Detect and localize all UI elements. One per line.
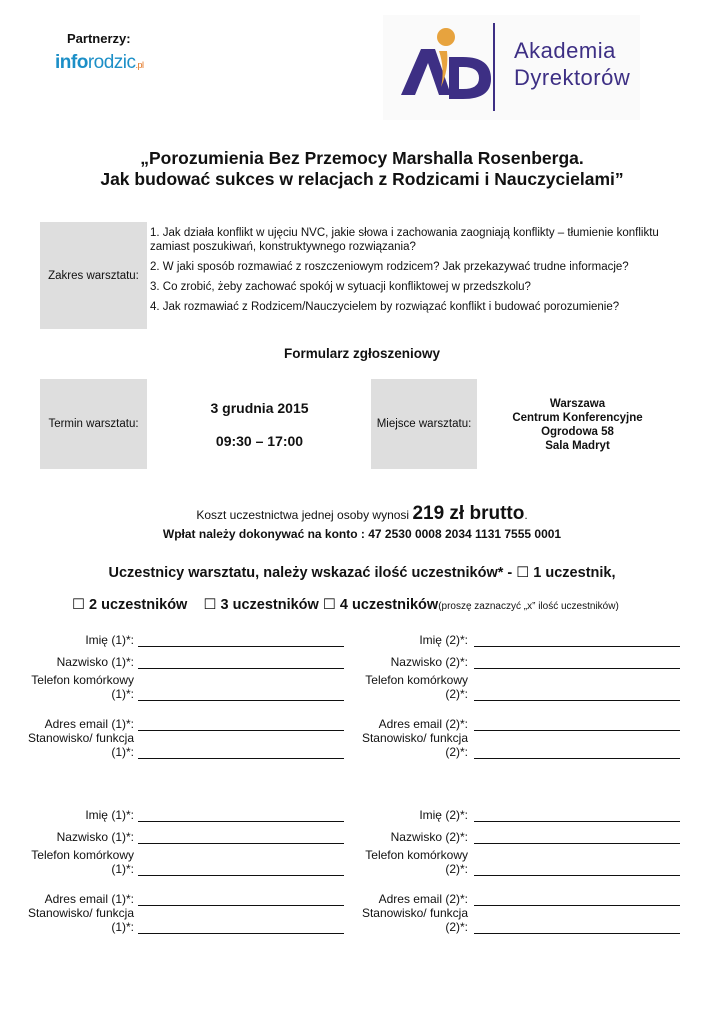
logo-divider — [493, 23, 495, 111]
field-label: Stanowisko/ funkcja (2)*: — [361, 731, 468, 759]
field-label: Imię (2)*: — [419, 808, 468, 822]
field-label: Imię (2)*: — [419, 633, 468, 647]
venue-label: Miejsce warsztatu: — [371, 379, 477, 469]
cost-after: . — [524, 508, 528, 522]
cost-line — [0, 503, 724, 525]
scope-item: 3. Co zrobić, żeby zachować spokój w sytuacji konfliktowej w przedszkolu? — [150, 281, 531, 293]
venue-room: Sala Madryt — [545, 440, 610, 452]
field-label: Stanowisko/ funkcja (1)*: — [27, 906, 134, 934]
venue-name: Centrum Konferencyjne — [512, 412, 643, 424]
org-name-line1: Akademia — [514, 38, 616, 63]
title-line2: Jak budować sukces w relacjach z Rodzicami i Nauczycielami” — [100, 169, 624, 189]
checkbox-1[interactable]: ☐ — [516, 565, 530, 581]
field-label: Adres email (2)*: — [378, 892, 468, 906]
field-label: Telefon komórkowy (1)*: — [31, 673, 134, 701]
participant-field-row — [0, 825, 724, 845]
org-logo — [383, 15, 640, 120]
participant-field-row — [0, 877, 724, 907]
partner-logo-suffix: .pl — [135, 60, 144, 70]
field-label: Imię (1)*: — [85, 808, 134, 822]
ad-monogram-icon — [391, 17, 491, 117]
partner-logo-part2: rodzic — [87, 52, 136, 73]
venue-address — [490, 397, 665, 453]
workshop-date: 3 grudnia 2015 — [210, 400, 309, 416]
scope-list — [150, 226, 670, 320]
field-input-line[interactable] — [474, 821, 680, 822]
checkbox-4[interactable]: ☐ — [322, 597, 336, 613]
participants-options — [72, 597, 619, 613]
participant-field-row — [0, 730, 724, 760]
field-label: Telefon komórkowy (2)*: — [365, 848, 468, 876]
scope-item: 4. Jak rozmawiać z Rodzicem/Nauczycielem by rozwiązać konflikt i budować porozumienie? — [150, 301, 620, 313]
venue-street: Ogrodowa 58 — [541, 426, 614, 438]
participant-field-row — [0, 628, 724, 648]
partners-label: Partnerzy: — [67, 31, 131, 46]
field-input-line[interactable] — [474, 700, 680, 701]
partner-logo — [55, 52, 144, 74]
field-label: Telefon komórkowy (2)*: — [365, 673, 468, 701]
scope-item: 2. W jaki sposób rozmawiać z roszczeniowym rodzicem? Jak przekazywać trudne informacje? — [150, 261, 629, 273]
field-label: Nazwisko (2)*: — [390, 655, 468, 669]
field-label: Adres email (1)*: — [44, 892, 134, 906]
org-name — [514, 37, 630, 91]
field-input-line[interactable] — [474, 758, 680, 759]
option-4-label: 4 uczestników — [339, 597, 439, 613]
field-input-line[interactable] — [474, 933, 680, 934]
title-line1: „Porozumienia Bez Przemocy Marshalla Rosenberga. — [140, 148, 584, 168]
option-2-label: 2 uczestników — [89, 597, 188, 613]
workshop-time: 09:30 – 17:00 — [215, 433, 304, 449]
scope-item: 1. Jak działa konflikt w ujęciu NVC, jakie słowa i zachowania zaogniają konflikty – tłumienie konfliktu zamiast poszukiwań, konstruktywnego rozwiązania? — [150, 227, 659, 253]
field-input-line[interactable] — [474, 875, 680, 876]
participant-field-row — [0, 672, 724, 702]
checkbox-3[interactable]: ☐ — [203, 597, 217, 613]
field-label: Imię (1)*: — [85, 633, 134, 647]
option-3-label: 3 uczestników — [220, 597, 319, 613]
participant-field-row — [0, 650, 724, 670]
participant-field-row — [0, 702, 724, 732]
field-label: Nazwisko (1)*: — [56, 655, 134, 669]
options-note: (proszę zaznaczyć „x” ilość uczestników) — [438, 601, 619, 612]
participants-heading-text: Uczestnicy warsztatu, należy wskazać ilość uczestników* - — [108, 565, 513, 581]
partner-logo-part1: info — [55, 52, 88, 73]
page-title — [0, 148, 724, 190]
field-label: Adres email (1)*: — [44, 717, 134, 731]
field-label: Telefon komórkowy (1)*: — [31, 848, 134, 876]
term-label: Termin warsztatu: — [40, 379, 147, 469]
field-input-line[interactable] — [474, 646, 680, 647]
checkbox-2[interactable]: ☐ — [72, 597, 85, 613]
bank-account: Wpłat należy dokonywać na konto : 47 2530 0008 2034 1131 7555 0001 — [162, 527, 562, 541]
field-label: Stanowisko/ funkcja (1)*: — [27, 731, 134, 759]
field-label: Adres email (2)*: — [378, 717, 468, 731]
field-input-line[interactable] — [474, 668, 680, 669]
venue-city: Warszawa — [549, 398, 606, 410]
participant-field-row — [0, 847, 724, 877]
scope-label: Zakres warsztatu: — [40, 222, 147, 329]
participant-field-row — [0, 905, 724, 935]
participant-field-row — [0, 803, 724, 823]
field-label: Nazwisko (2)*: — [390, 830, 468, 844]
form-title: Formularz zgłoszeniowy — [283, 346, 441, 361]
org-name-line2: Dyrektorów — [514, 65, 631, 90]
participants-heading — [0, 565, 724, 581]
cost-text: Koszt uczestnictwa jednej osoby wynosi — [196, 508, 410, 522]
field-input-line[interactable] — [474, 843, 680, 844]
field-label: Nazwisko (1)*: — [56, 830, 134, 844]
cost-price: 219 zł brutto — [412, 503, 525, 524]
option-1-label: 1 uczestnik, — [533, 565, 616, 581]
field-label: Stanowisko/ funkcja (2)*: — [361, 906, 468, 934]
